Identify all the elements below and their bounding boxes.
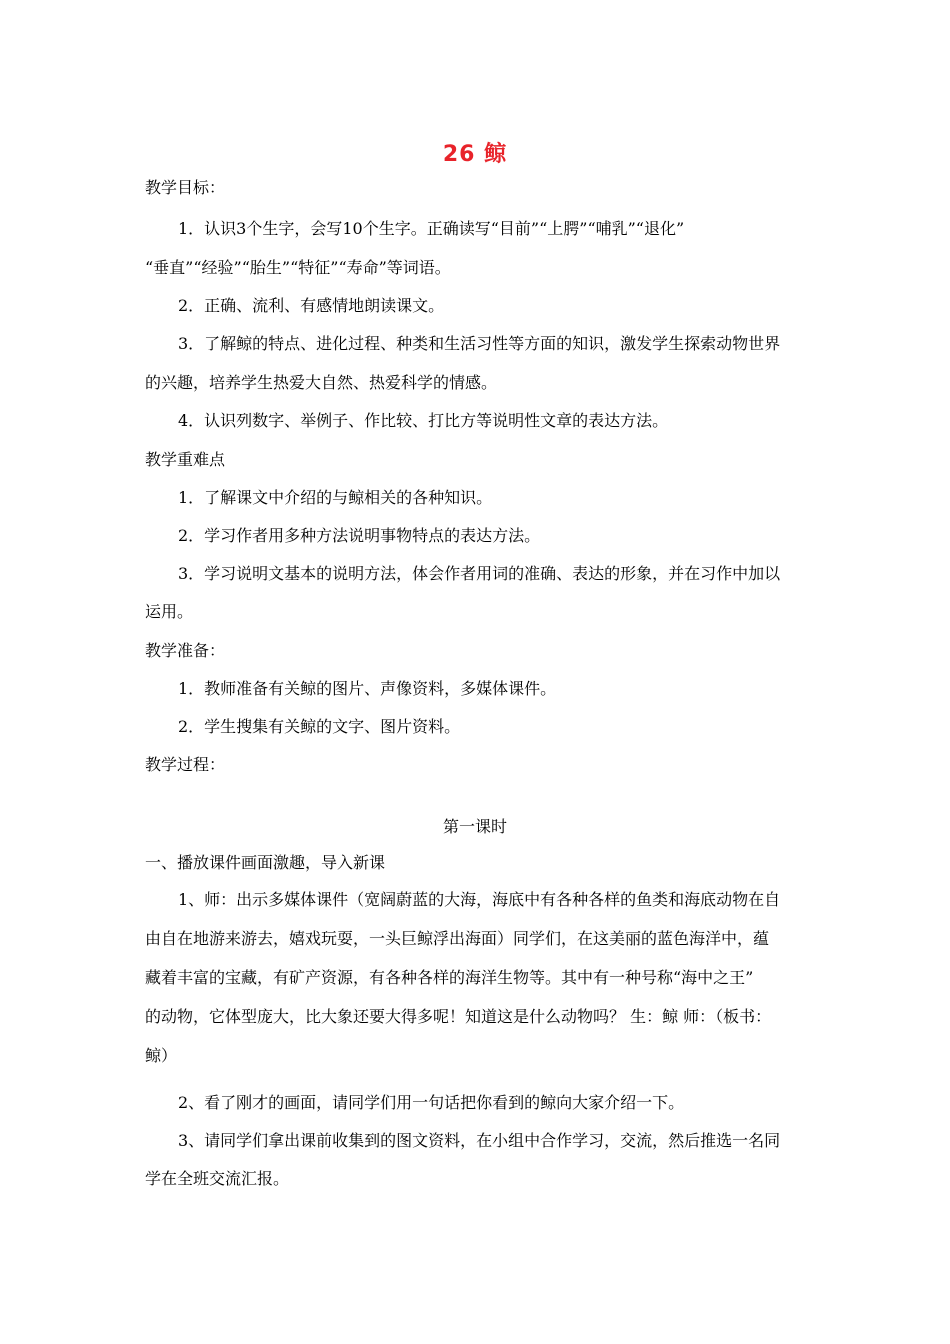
key-2: 2．学习作者用多种方法说明事物特点的表达方法。 — [178, 526, 541, 545]
step-1-line-1: 1、师：出示多媒体课件（宽阔蔚蓝的大海，海底中有各种各样的鱼类和海底动物在自 — [178, 890, 781, 909]
page-title: 26 鲸 — [442, 142, 508, 167]
key-3-line-1: 3．学习说明文基本的说明方法，体会作者用词的准确、表达的形象，并在习作中加以 — [178, 564, 781, 583]
prep-1: 1．教师准备有关鲸的图片、声像资料，多媒体课件。 — [178, 679, 557, 698]
step-3-line-1: 3、请同学们拿出课前收集到的图文资料，在小组中合作学习，交流，然后推选一名同 — [178, 1131, 781, 1150]
goal-1-line-1: 1．认识3个生字，会写10个生字。正确读写“目前”“上腭”“哺乳”“退化” — [178, 219, 685, 238]
step-1-line-5: 鲸） — [145, 1046, 178, 1065]
goal-1-line-2: “垂直”“经验”“胎生”“特征”“寿命”等词语。 — [145, 258, 451, 277]
step-2: 2、看了刚才的画面，请同学们用一句话把你看到的鲸向大家介绍一下。 — [178, 1093, 685, 1112]
key-heading: 教学重难点 — [145, 450, 226, 469]
goal-4: 4．认识列数字、举例子、作比较、打比方等说明性文章的表达方法。 — [178, 411, 669, 430]
step-3-line-2: 学在全班交流汇报。 — [145, 1169, 290, 1188]
goal-3-line-2: 的兴趣，培养学生热爱大自然、热爱科学的情感。 — [145, 373, 498, 392]
process-heading: 教学过程： — [145, 755, 226, 774]
step-1-line-3: 藏着丰富的宝藏，有矿产资源，有各种各样的海洋生物等。其中有一种号称“海中之王” — [145, 968, 754, 987]
key-3-line-2: 运用。 — [145, 602, 194, 621]
goal-3-line-1: 3．了解鲸的特点、进化过程、种类和生活习性等方面的知识，激发学生探索动物世界 — [178, 334, 781, 353]
goal-2: 2．正确、流利、有感情地朗读课文。 — [178, 296, 445, 315]
prep-heading: 教学准备： — [145, 641, 226, 660]
goals-heading: 教学目标： — [145, 178, 226, 197]
lesson-title: 第一课时 — [442, 817, 507, 836]
prep-2: 2．学生搜集有关鲸的文字、图片资料。 — [178, 717, 461, 736]
step-1-line-2: 由自在地游来游去，嬉戏玩耍，一头巨鲸浮出海面）同学们，在这美丽的蓝色海洋中，蕴 — [145, 929, 770, 948]
step-1-line-4: 的动物，它体型庞大，比大象还要大得多呢！知道这是什么动物吗？ 生：鲸 师：（板书： — [145, 1007, 772, 1026]
key-1: 1．了解课文中介绍的与鲸相关的各种知识。 — [178, 488, 493, 507]
step-heading: 一、播放课件画面激趣，导入新课 — [145, 853, 386, 872]
